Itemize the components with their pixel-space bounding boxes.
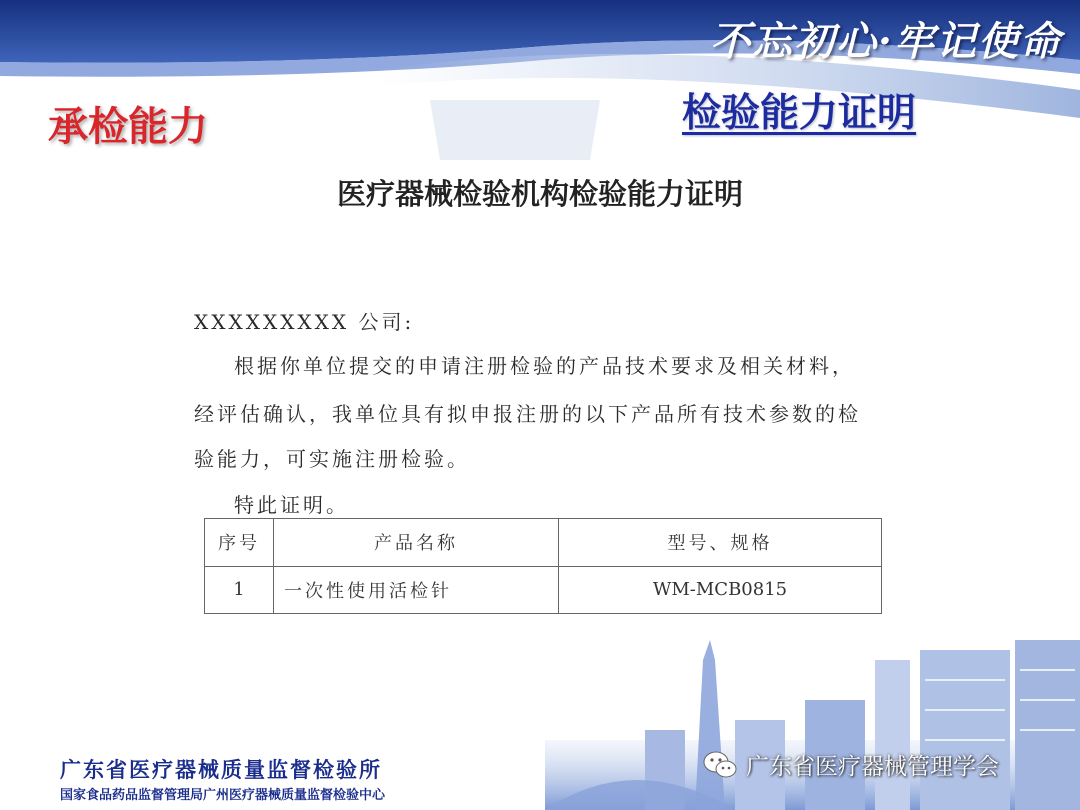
- cell-product-name: 一次性使用活检针: [274, 566, 559, 614]
- header-index: 序号: [205, 519, 274, 567]
- header-product-name: 产品名称: [274, 519, 559, 567]
- wechat-account-name: 广东省医疗器械管理学会: [746, 754, 999, 780]
- table-header-row: [205, 519, 882, 567]
- table-row: [205, 566, 882, 614]
- wechat-logo-icon: [702, 749, 738, 781]
- section-title: 承检能力: [48, 103, 208, 150]
- subtitle-link[interactable]: 检验能力证明: [682, 90, 917, 136]
- cell-index: 1: [205, 566, 274, 614]
- city-skyline-illustration: [545, 620, 1080, 810]
- header-model-spec: 型号、规格: [559, 519, 882, 567]
- wechat-watermark: [702, 748, 999, 781]
- addressee-line: XXXXXXXXX 公司:: [194, 310, 415, 334]
- closing-line: 特此证明。: [234, 493, 349, 517]
- paragraph-line-3: 验能力，可实施注册检验。: [194, 447, 470, 471]
- footer-org-subtitle: 国家食品药品监督管理局广州医疗器械质量监督检验中心: [60, 788, 386, 803]
- slogan-banner: 不忘初心·牢记使命: [710, 18, 1062, 65]
- paragraph-line-1: 根据你单位提交的申请注册检验的产品技术要求及相关材料，: [234, 354, 855, 378]
- cell-model-spec: WM-MCB0815: [559, 566, 882, 614]
- footer-org-name: 广东省医疗器械质量监督检验所: [60, 758, 382, 782]
- product-table: [204, 518, 882, 614]
- paragraph-line-2: 经评估确认，我单位具有拟申报注册的以下产品所有技术参数的检: [194, 402, 861, 426]
- document-title: 医疗器械检验机构检验能力证明: [336, 177, 743, 211]
